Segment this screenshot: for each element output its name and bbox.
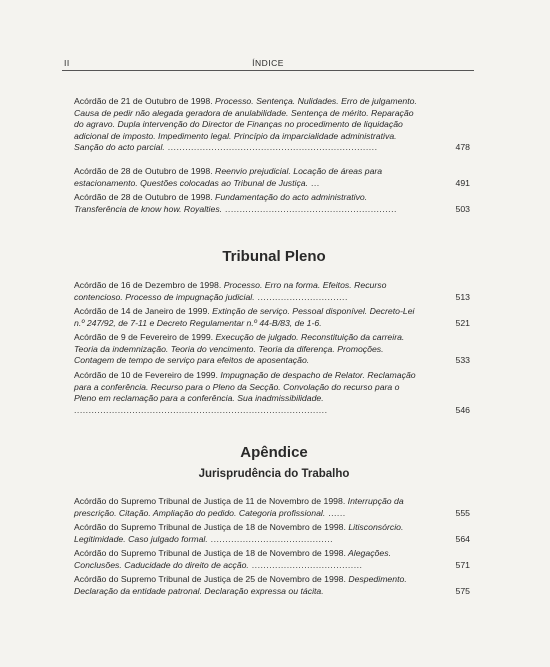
entry-page-number: 571 <box>455 559 470 570</box>
entry-body: Processo. Sentença. Nulidades. Erro de julgamento. Causa de pedir não alegada geradora de anulabilidade. Sentença de mérito. Reparação do agravo. Dupla intervenção do Director de Finanças no procedimento de liquidação adicional de imposto. Impedimento legal. Princípio da imparcialidade administrativa. Sanção do acto parcial. <box>74 96 417 153</box>
index-entry <box>74 370 474 416</box>
entry-page-number: 564 <box>455 533 470 544</box>
entry-lead: Acórdão do Supremo Tribunal de Justiça de 18 de Novembro de 1998. <box>74 548 346 558</box>
entry-lead: Acórdão de 28 de Outubro de 1998. <box>74 166 213 176</box>
entry-lead: Acórdão de 9 de Fevereiro de 1999. <box>74 332 214 342</box>
entry-body: Alegações. Conclusões. Caducidade do direito de acção. <box>74 548 391 570</box>
entry-page-number: 533 <box>455 355 470 366</box>
section-heading-apendice: Apêndice <box>240 444 308 461</box>
entry-body: Despedimento. Declaração da entidade patronal. Declaração expressa ou tácita. <box>74 574 407 596</box>
entry-page-number: 575 <box>455 585 470 596</box>
index-entry <box>74 496 474 519</box>
page-title: ÍNDICE <box>252 58 284 68</box>
entry-body: Impugnação de despacho de Relator. Reclamação para a conferência. Recurso para o Pleno da Secção. Convolação do recurso para o Pleno em reclamação para a conferência. Sua inadmissibilidade. <box>74 370 416 404</box>
entry-leader-dots: ............................... <box>254 291 348 302</box>
entry-page-number: 478 <box>455 142 470 153</box>
entry-lead: Acórdão de 10 de Fevereiro de 1999. <box>74 370 218 380</box>
entry-body: Interrupção da prescrição. Citação. Ampliação do pedido. Categoria profissional. <box>74 496 404 518</box>
entry-leader-dots: ........................................................................ <box>164 142 378 153</box>
page-header <box>62 56 474 71</box>
entry-page-number: 491 <box>455 177 470 188</box>
entry-leader-dots: ... <box>308 177 320 188</box>
index-entry <box>74 96 474 154</box>
entry-page-number: 546 <box>455 404 470 415</box>
entry-lead: Acórdão de 14 de Janeiro de 1999. <box>74 306 210 316</box>
section-subheading: Jurisprudência do Trabalho <box>198 468 350 480</box>
entry-lead: Acórdão do Supremo Tribunal de Justiça de 25 de Novembro de 1998. <box>74 574 346 584</box>
entry-lead: Acórdão do Supremo Tribunal de Justiça de 11 de Novembro de 1998. <box>74 496 346 506</box>
entry-lead: Acórdão de 28 de Outubro de 1998. <box>74 192 213 202</box>
entry-page-number: 513 <box>455 291 470 302</box>
index-entry <box>74 280 474 303</box>
entry-body: Processo. Erro na forma. Efeitos. Recurso contencioso. Processo de impugnação judicial. <box>74 280 387 302</box>
index-entry <box>74 332 474 367</box>
entry-leader-dots: ....................................................................................... <box>74 404 328 415</box>
entry-body: Fundamentação do acto administrativo. Transferência de know how. Royalties. <box>74 192 368 214</box>
entry-leader-dots: .......................................... <box>207 533 334 544</box>
entry-page-number: 521 <box>455 317 470 328</box>
entry-body: Extinção de serviço. Pessoal disponível. Decreto-Lei n.º 247/92, de 7-11 e Decreto Regulamentar n.º 44-B/83, de 1-6. <box>74 306 415 328</box>
index-entry <box>74 522 474 545</box>
index-entry <box>74 166 474 189</box>
entry-lead: Acórdão de 16 de Dezembro de 1998. <box>74 280 222 290</box>
entry-page-number: 503 <box>455 203 470 214</box>
entry-leader-dots: ...................................... <box>248 559 363 570</box>
index-entry <box>74 306 474 329</box>
entry-page-number: 555 <box>455 507 470 518</box>
entry-lead: Acórdão de 21 de Outubro de 1998. <box>74 96 213 106</box>
entry-body: Reenvio prejudicial. Locação de áreas para estacionamento. Questões colocadas ao Tribunal de Justiça. <box>74 166 383 188</box>
entry-lead: Acórdão do Supremo Tribunal de Justiça de 18 de Novembro de 1998. <box>74 522 346 532</box>
entry-leader-dots: ........................................................... <box>222 203 397 214</box>
index-entry <box>74 548 474 571</box>
entry-body: Litisconsórcio. Legitimidade. Caso julgado formal. <box>74 522 404 544</box>
page-number: II <box>64 58 70 68</box>
entry-leader-dots: ...... <box>325 507 346 518</box>
index-entry <box>74 574 474 597</box>
entry-body: Execução de julgado. Reconstituição da carreira. Teoria da indemnização. Teoria do vencimento. Teoria da diferença. Promoções. Contagem de tempo de serviço para efeitos de aposentação. <box>74 332 405 366</box>
index-entry <box>74 192 474 215</box>
section-heading-tribunal-pleno: Tribunal Pleno <box>222 248 326 265</box>
